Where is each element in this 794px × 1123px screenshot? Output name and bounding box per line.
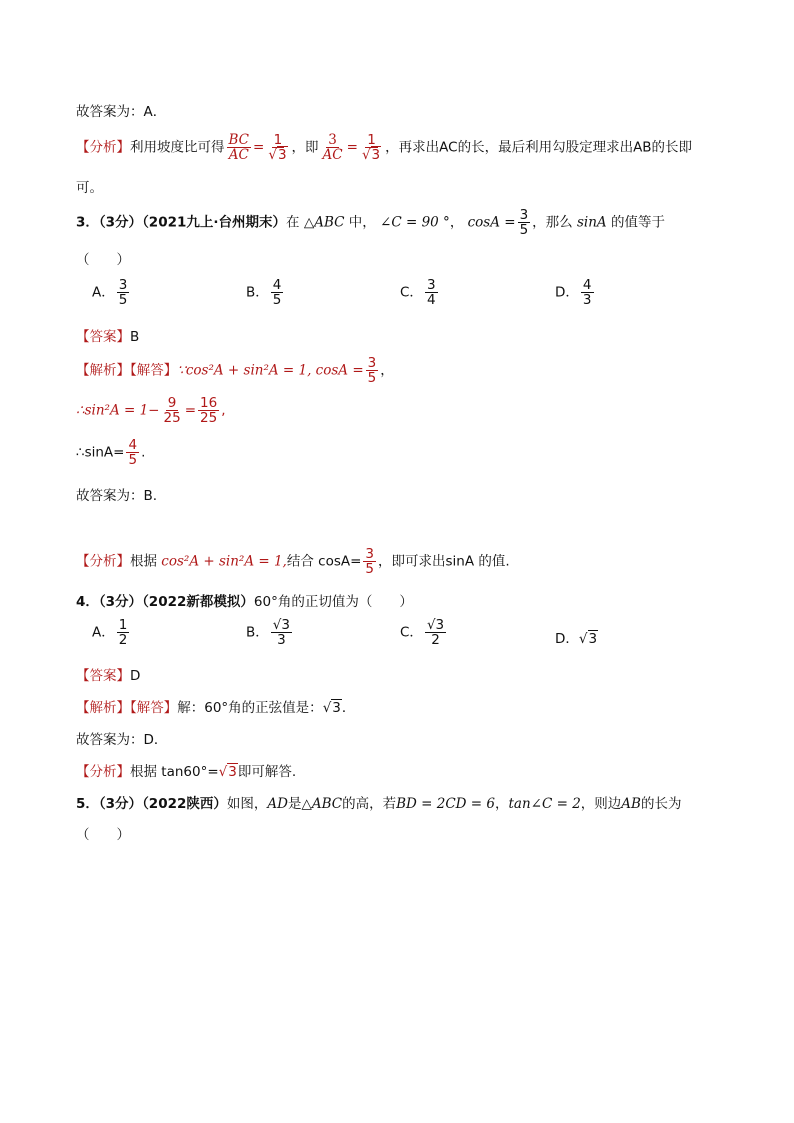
answer-conclusion-q2: 故答案为：A． [76,104,167,120]
q3-option-d[interactable]: D． $\frac{4}{3}$ [555,277,592,309]
q4-solution: 【解析】【解答】解：60°角的正弦值是：√ 3． [76,696,355,716]
q4-option-b[interactable]: B． $\frac{√3}{3}$ [246,617,290,649]
analysis-text: 利用坡度比可得 [130,139,225,156]
fraction-3-5: $\frac{3}{5}$ [519,207,529,239]
q3-answer: 【答案】B [76,329,140,345]
q3-option-c[interactable]: C． $\frac{3}{4}$ [400,277,436,309]
q3-option-b[interactable]: B． $\frac{4}{5}$ [246,277,282,309]
question-3-stem: 3．（3分）（2021九上·台州期末）在 △ABC 中， ∠C = 90 °， cosA = $\frac{3}{5}$ ，那么 sinA 的值等于 [76,207,665,239]
q3-solution-1: 【解析】【解答】∵cos²A + sin²A = 1, cosA = $\frac{3}{5}$ ， [76,355,394,387]
analysis-tag: 【分析】 [76,139,130,156]
q3-solution-2: ∴sin²A = 1− $\frac{9}{25}$ = $\frac{16}{25}$ , [76,395,226,427]
q4-option-a[interactable]: A． $\frac{1}{2}$ [92,617,128,649]
fraction-4-5: $\frac{4}{5}$ [128,437,138,469]
q3-option-a[interactable]: A． $\frac{3}{5}$ [92,277,128,309]
fraction-bc-ac: $\frac{BC}{AC}$ [228,132,250,164]
q4-answer: 【答案】D [76,668,141,684]
analysis-q2: 【分析】利用坡度比可得 $\frac{BC}{AC}$ = 1 √ 3 ，即 $\frac{3}{AC}$ = 1 √ 3 ，再求出AC的长，最后利用勾股定理求出AB的长即 [76,133,692,162]
analysis-q2-cont: 可。 [76,180,103,196]
fraction-16-25: $\frac{16}{25}$ [200,395,218,427]
q4-option-c[interactable]: C． $\frac{√3}{2}$ [400,617,445,649]
question-5-paren: （ ） [76,827,130,843]
question-4-stem: 4．（3分）（2022新都模拟）60°角的正切值为（ ） [76,594,413,610]
fraction-9-25: $\frac{9}{25}$ [163,395,181,427]
q4-analysis: 【分析】根据 tan60°=√ 3即可解答. [76,760,296,780]
fraction-3-ac: $\frac{3}{AC}$ [322,132,343,164]
q4-option-d[interactable]: D．√ 3 [555,627,598,647]
q3-final-answer: 故答案为：B. [76,488,158,504]
fraction-3-5-sol: $\frac{3}{5}$ [367,355,377,387]
question-5-stem: 5．（3分）（2022陕西）如图，AD是△ABC的高，若BD = 2CD = 6，tan∠C = 2，则边AB的长为 [76,796,682,812]
q4-final-answer: 故答案为：D． [76,732,168,748]
fraction-3-5-ana: $\frac{3}{5}$ [365,546,375,578]
q3-analysis: 【分析】根据 cos²A + sin²A = 1,结合 cosA= $\frac{3}{5}$ ，即可求出sinA 的值. [76,546,510,578]
question-3-paren: （ ） [76,252,130,268]
q3-solution-3: ∴sinA= $\frac{4}{5}$ . [76,437,146,469]
fraction-one-sqrt3: 1 √ 3 [266,133,289,162]
fraction-one-sqrt3-b: 1 √ 3 [360,133,383,162]
